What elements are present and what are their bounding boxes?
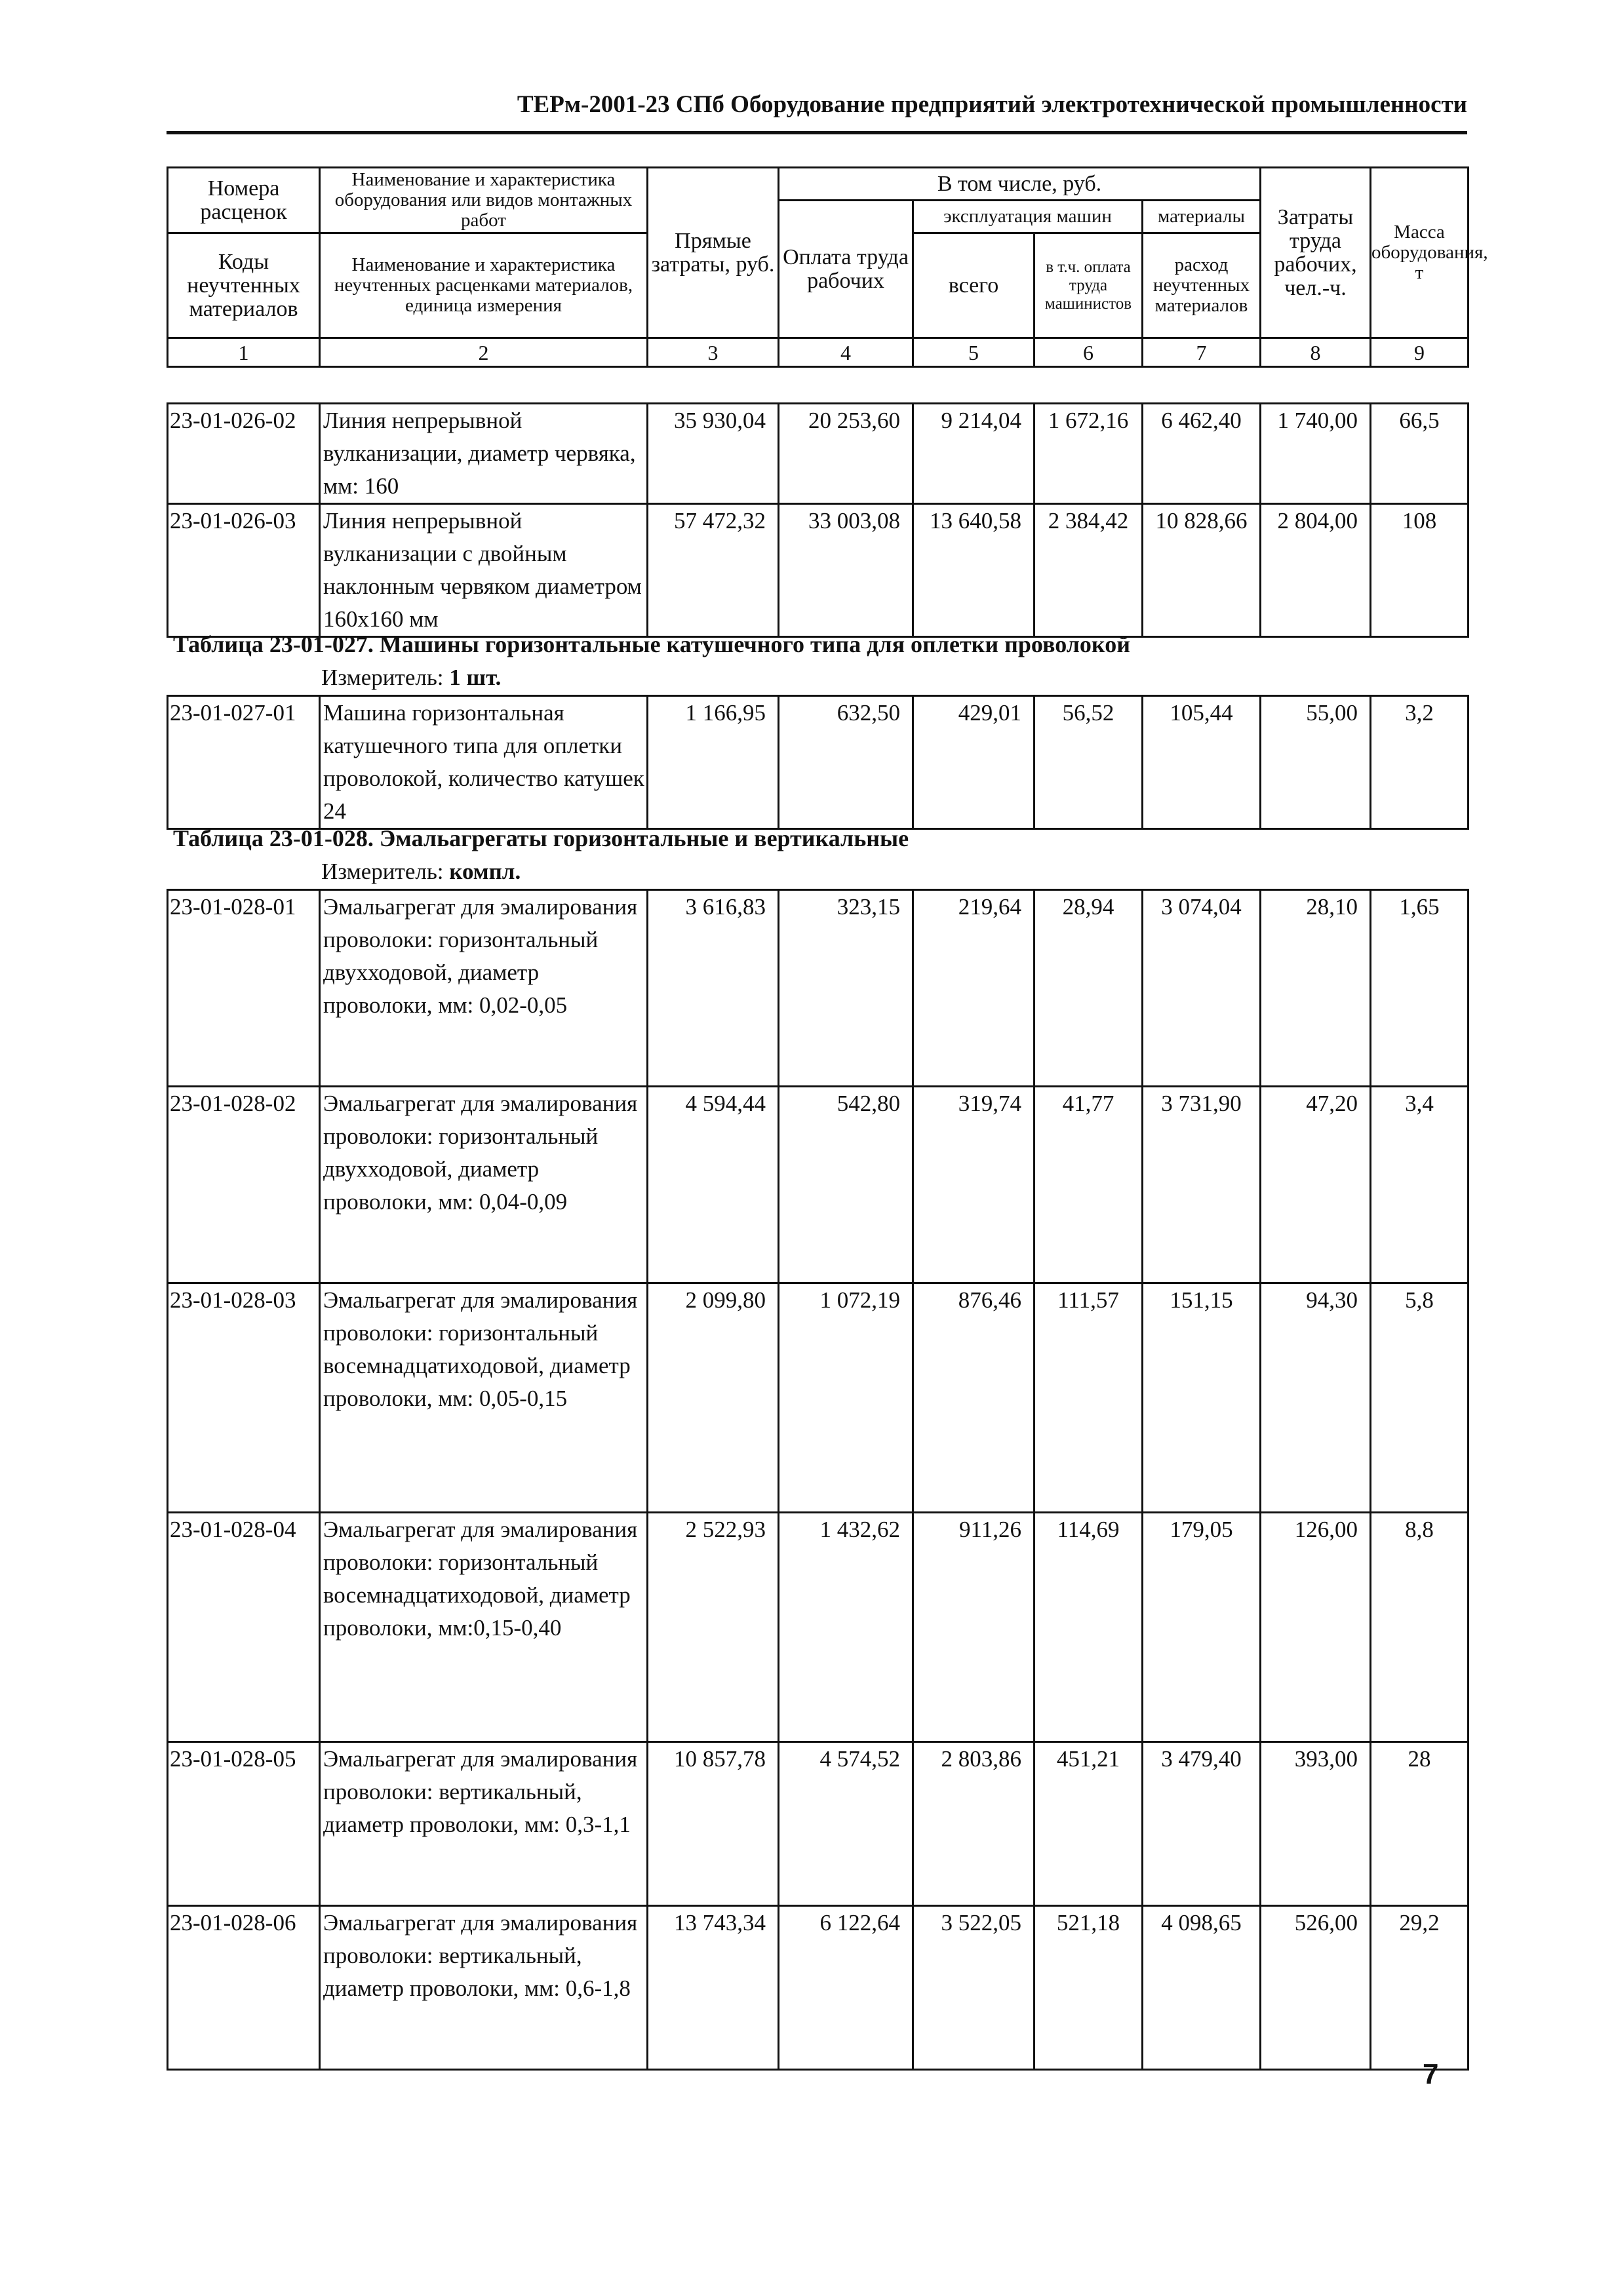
materials-value: 151,15 [1143,1283,1261,1513]
page-number: 7 [1423,2058,1439,2090]
machines-total-value: 2 803,86 [913,1742,1035,1906]
header-machines-total: всего [913,233,1035,338]
unit-label: Измеритель: [321,665,444,690]
rate-code: 23-01-028-02 [168,1087,320,1283]
labor-pay-value: 542,80 [779,1087,913,1283]
table-23-01-027 [167,695,1469,830]
header-work-name: Наименование и характеристика оборудования или видов монтажных работ [320,168,648,233]
table-row [168,504,1468,637]
machines-total-value: 876,46 [913,1283,1035,1513]
direct-costs-value: 2 522,93 [648,1513,779,1742]
mass-value: 3,2 [1371,696,1468,829]
column-number: 5 [913,338,1035,367]
materials-value: 6 462,40 [1143,404,1261,504]
rate-name: Линия непрерывной вулканизации, диаметр червяка, мм: 160 [320,404,648,504]
labor-pay-value: 323,15 [779,890,913,1087]
labor-pay-value: 1 432,62 [779,1513,913,1742]
machinists-pay-value: 114,69 [1035,1513,1143,1742]
direct-costs-value: 57 472,32 [648,504,779,637]
column-number: 4 [779,338,913,367]
rate-name: Эмальагрегат для эмалирования проволоки: горизонтальный двухходовой, диаметр проволоки, мм: 0,04-0,09 [320,1087,648,1283]
header-divider [167,131,1467,134]
direct-costs-value: 3 616,83 [648,890,779,1087]
header-including: В том числе, руб. [779,168,1261,201]
table-row [168,696,1468,829]
header-direct-costs: Прямые затраты, руб. [648,168,779,338]
machines-total-value: 429,01 [913,696,1035,829]
header-labor-hours: Затраты труда рабочих, чел.-ч. [1261,168,1371,338]
rate-code: 23-01-026-02 [168,404,320,504]
column-number: 3 [648,338,779,367]
table-unit [321,665,501,691]
mass-value: 28 [1371,1742,1468,1906]
table-row [168,1283,1468,1513]
mass-value: 5,8 [1371,1283,1468,1513]
header-rate-numbers: Номера расценок [168,168,320,233]
unit-value: 1 шт. [449,665,502,690]
labor-hours-value: 28,10 [1261,890,1371,1087]
header-labor-pay: Оплата труда рабочих [779,201,913,338]
mass-value: 108 [1371,504,1468,637]
machinists-pay-value: 41,77 [1035,1087,1143,1283]
header-unaccounted-materials: Наименование и характеристика неучтенных расценками материалов, единица измерения [320,233,648,338]
direct-costs-value: 13 743,34 [648,1906,779,2070]
materials-value: 179,05 [1143,1513,1261,1742]
direct-costs-value: 4 594,44 [648,1087,779,1283]
labor-pay-value: 6 122,64 [779,1906,913,2070]
header-machine-operation: эксплуатация машин [913,201,1143,233]
column-number: 2 [320,338,648,367]
direct-costs-value: 35 930,04 [648,404,779,504]
materials-value: 4 098,65 [1143,1906,1261,2070]
mass-value: 29,2 [1371,1906,1468,2070]
machines-total-value: 219,64 [913,890,1035,1087]
table-caption: Таблица 23-01-027. Машины горизонтальные катушечного типа для оплетки проволокой [173,631,1130,657]
rate-code: 23-01-028-04 [168,1513,320,1742]
table-23-01-026 [167,402,1469,638]
rate-name: Линия непрерывной вулканизации с двойным наклонным червяком диаметром 160x160 мм [320,504,648,637]
labor-hours-value: 47,20 [1261,1087,1371,1283]
machinists-pay-value: 28,94 [1035,890,1143,1087]
table-unit [321,859,521,885]
rate-name: Машина горизонтальная катушечного типа для оплетки проволокой, количество катушек 24 [320,696,648,829]
table-row [168,404,1468,504]
rate-name: Эмальагрегат для эмалирования проволоки: вертикальный, диаметр проволоки, мм: 0,6-1,8 [320,1906,648,2070]
machinists-pay-value: 2 384,42 [1035,504,1143,637]
labor-hours-value: 55,00 [1261,696,1371,829]
header-unaccounted-consumption: расход неучтенных материалов [1143,233,1261,338]
table-row [168,1087,1468,1283]
labor-pay-value: 4 574,52 [779,1742,913,1906]
table-row [168,1742,1468,1906]
table-row [168,1513,1468,1742]
direct-costs-value: 2 099,80 [648,1283,779,1513]
rate-code: 23-01-028-05 [168,1742,320,1906]
header-equipment-mass: Масса оборудования, т [1371,168,1468,338]
unit-value: компл. [449,859,521,884]
table-row [168,890,1468,1087]
labor-hours-value: 393,00 [1261,1742,1371,1906]
column-number: 8 [1261,338,1371,367]
direct-costs-value: 10 857,78 [648,1742,779,1906]
rate-name: Эмальагрегат для эмалирования проволоки: горизонтальный восемнадцатиходовой, диаметр проволоки, мм: 0,05-0,15 [320,1283,648,1513]
materials-value: 3 479,40 [1143,1742,1261,1906]
materials-value: 10 828,66 [1143,504,1261,637]
rate-code: 23-01-028-06 [168,1906,320,2070]
column-number: 1 [168,338,320,367]
rate-name: Эмальагрегат для эмалирования проволоки: горизонтальный двухходовой, диаметр проволоки, мм: 0,02-0,05 [320,890,648,1087]
machines-total-value: 319,74 [913,1087,1035,1283]
page-title: ТЕРм-2001-23 СПб Оборудование предприятий электротехнической промышленности [517,91,1467,118]
labor-pay-value: 1 072,19 [779,1283,913,1513]
direct-costs-value: 1 166,95 [648,696,779,829]
column-number: 9 [1371,338,1468,367]
materials-value: 3 074,04 [1143,890,1261,1087]
header-unaccounted-codes: Коды неучтенных материалов [168,233,320,338]
machinists-pay-value: 1 672,16 [1035,404,1143,504]
labor-hours-value: 2 804,00 [1261,504,1371,637]
rate-code: 23-01-026-03 [168,504,320,637]
table-row [168,1906,1468,2070]
labor-hours-value: 1 740,00 [1261,404,1371,504]
materials-value: 105,44 [1143,696,1261,829]
machinists-pay-value: 56,52 [1035,696,1143,829]
mass-value: 8,8 [1371,1513,1468,1742]
mass-value: 3,4 [1371,1087,1468,1283]
labor-pay-value: 632,50 [779,696,913,829]
rate-name: Эмальагрегат для эмалирования проволоки: вертикальный, диаметр проволоки, мм: 0,3-1,1 [320,1742,648,1906]
mass-value: 66,5 [1371,404,1468,504]
column-number: 7 [1143,338,1261,367]
machines-total-value: 13 640,58 [913,504,1035,637]
labor-hours-value: 126,00 [1261,1513,1371,1742]
header-machinists-pay: в т.ч. оплата труда машинистов [1035,233,1143,338]
mass-value: 1,65 [1371,890,1468,1087]
labor-hours-value: 94,30 [1261,1283,1371,1513]
machinists-pay-value: 111,57 [1035,1283,1143,1513]
unit-label: Измеритель: [321,859,444,884]
rate-name: Эмальагрегат для эмалирования проволоки: горизонтальный восемнадцатиходовой, диаметр проволоки, мм:0,15-0,40 [320,1513,648,1742]
column-number: 6 [1035,338,1143,367]
machinists-pay-value: 521,18 [1035,1906,1143,2070]
header-materials: материалы [1143,201,1261,233]
machines-total-value: 9 214,04 [913,404,1035,504]
rate-code: 23-01-028-03 [168,1283,320,1513]
table-caption: Таблица 23-01-028. Эмальагрегаты горизонтальные и вертикальные [173,825,909,851]
machines-total-value: 3 522,05 [913,1906,1035,2070]
labor-pay-value: 33 003,08 [779,504,913,637]
machinists-pay-value: 451,21 [1035,1742,1143,1906]
labor-hours-value: 526,00 [1261,1906,1371,2070]
labor-pay-value: 20 253,60 [779,404,913,504]
materials-value: 3 731,90 [1143,1087,1261,1283]
machines-total-value: 911,26 [913,1513,1035,1742]
rate-code: 23-01-027-01 [168,696,320,829]
table-23-01-028 [167,889,1469,2071]
rate-code: 23-01-028-01 [168,890,320,1087]
column-header-table [167,166,1488,368]
